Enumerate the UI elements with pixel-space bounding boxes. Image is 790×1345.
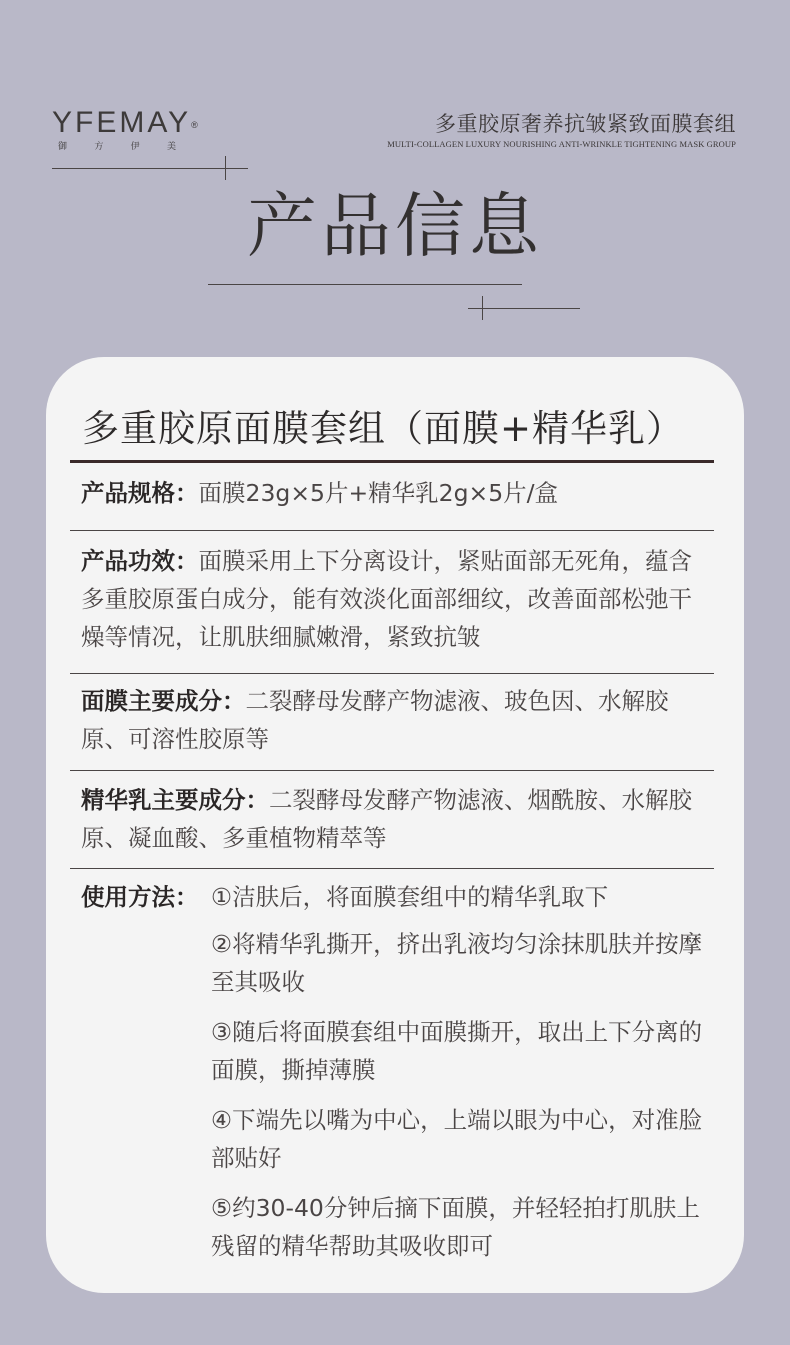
usage-step-3: ③随后将面膜套组中面膜撕开，取出上下分离的面膜，撕掉薄膜	[211, 1018, 703, 1084]
page-title: 产品信息	[247, 185, 543, 267]
mask-ingredients-row	[81, 682, 711, 758]
mask-ingredients-label: 面膜主要成分：	[81, 687, 246, 715]
title-divider-short	[468, 308, 580, 309]
brand-sub-char: 伊	[130, 142, 140, 152]
emulsion-ingredients-label: 精华乳主要成分：	[81, 786, 269, 814]
mask-ingredients-value: 二裂酵母发酵产物滤液、玻色因、水解胶原、可溶性胶原等	[81, 687, 669, 753]
efficacy-row	[81, 542, 711, 656]
usage-label: 使用方法：	[81, 883, 199, 911]
usage-step-5: ⑤约30-40分钟后摘下面膜，并轻轻拍打肌肤上残留的精华帮助其吸收即可	[211, 1194, 700, 1260]
row-divider	[70, 673, 714, 674]
header-divider-tick	[225, 156, 226, 180]
brand-chinese-name	[58, 139, 176, 152]
emulsion-ingredients-row	[81, 781, 711, 857]
card-title-rule	[70, 460, 714, 463]
usage-step-4: ④下端先以嘴为中心，上端以眼为中心，对准脸部贴好	[211, 1106, 703, 1172]
row-divider	[70, 868, 714, 869]
series-title-en: MULTI-COLLAGEN LUXURY NOURISHING ANTI-WRINKLE TIGHTENING MASK GROUP	[387, 139, 736, 149]
efficacy-label: 产品功效：	[81, 547, 199, 575]
brand-logo	[52, 108, 222, 152]
usage-step-2: ②将精华乳撕开，挤出乳液均匀涂抹肌肤并按摩至其吸收	[211, 930, 703, 996]
card-title: 多重胶原面膜套组（面膜+精华乳）	[82, 407, 685, 450]
spec-value: 面膜23g×5片+精华乳2g×5片/盒	[198, 479, 559, 507]
efficacy-value: 面膜采用上下分离设计，紧贴面部无死角，蕴含多重胶原蛋白成分，能有效淡化面部细纹，改善面部松弛干燥等情况，让肌肤细腻嫩滑，紧致抗皱	[81, 547, 692, 651]
usage-step-1: ①洁肤后，将面膜套组中的精华乳取下	[211, 883, 609, 911]
row-divider	[70, 770, 714, 771]
brand-name: YFEMAY	[52, 106, 192, 139]
brand-sub-char: 方	[94, 142, 104, 152]
brand-sub-char: 美	[166, 142, 176, 152]
row-divider	[70, 530, 714, 531]
brand-sub-char: 御	[58, 142, 68, 152]
emulsion-ingredients-value: 二裂酵母发酵产物滤液、烟酰胺、水解胶原、凝血酸、多重植物精萃等	[81, 786, 692, 852]
title-divider-tick	[482, 296, 483, 320]
spec-row	[81, 474, 711, 512]
series-title-cn: 多重胶原奢养抗皱紧致面膜套组	[435, 112, 736, 136]
title-divider	[208, 284, 522, 285]
registered-mark: ®	[191, 120, 198, 130]
spec-label: 产品规格：	[81, 479, 199, 507]
header-divider	[52, 168, 248, 169]
